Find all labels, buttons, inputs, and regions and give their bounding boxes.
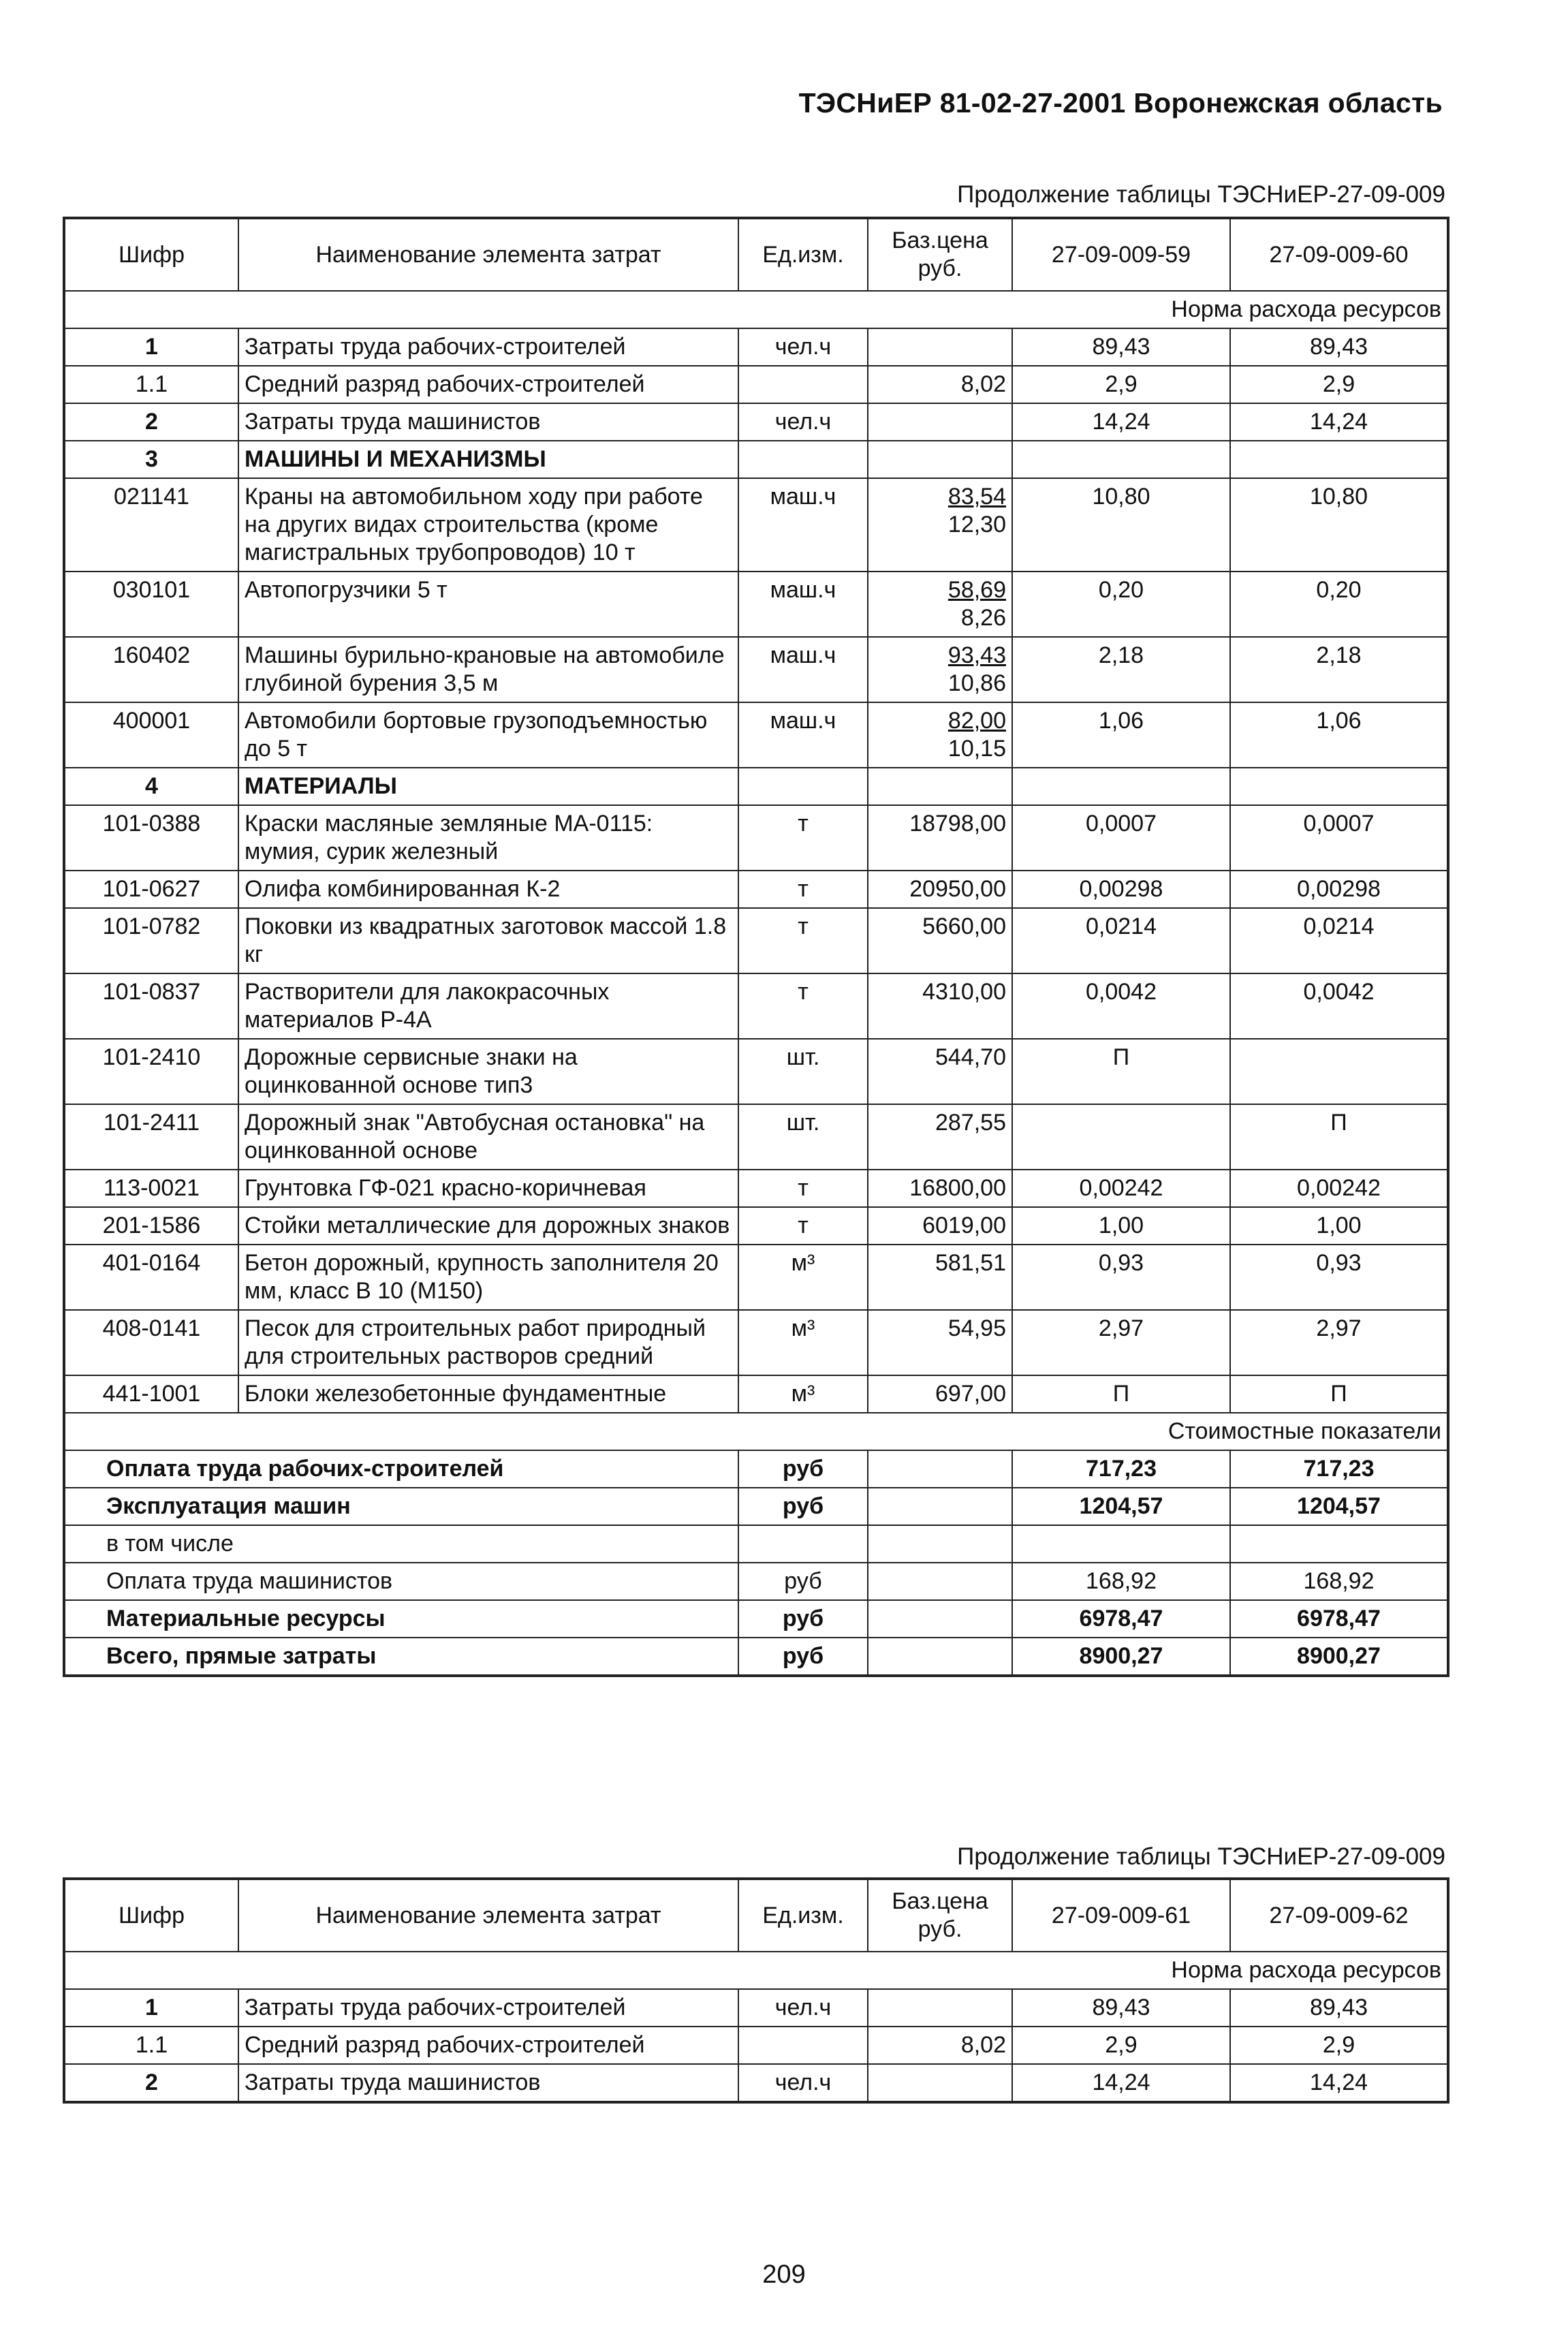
cell-unit: маш.ч <box>738 572 868 637</box>
price-wage: 10,15 <box>947 736 1006 762</box>
cost-row <box>64 1488 1448 1525</box>
cell-unit <box>738 2027 868 2064</box>
cost-value-1: 168,92 <box>1012 1563 1230 1600</box>
cell-unit: т <box>738 908 868 973</box>
table-row <box>64 1245 1448 1310</box>
cell-code: 021141 <box>64 478 238 572</box>
table-row <box>64 1207 1448 1245</box>
col-rate-2: 27-09-009-60 <box>1230 218 1448 291</box>
cell-name: Грунтовка ГФ-021 красно-коричневая <box>238 1170 738 1207</box>
cell-rate-1: 2,9 <box>1012 2027 1230 2064</box>
cell-code: 1 <box>64 328 238 366</box>
cell-price <box>868 1989 1012 2027</box>
subheader-norm: Норма расхода ресурсов <box>64 291 1448 328</box>
cell-code: 401-0164 <box>64 1245 238 1310</box>
cost-value-2: 1204,57 <box>1230 1488 1448 1525</box>
cell-unit: маш.ч <box>738 478 868 572</box>
cell-name: Затраты труда рабочих-строителей <box>238 328 738 366</box>
price-main: 58,69 <box>947 577 1006 603</box>
cell-price <box>868 702 1012 768</box>
cell-rate-2: 89,43 <box>1230 1989 1448 2027</box>
cell-rate-2: 2,97 <box>1230 1310 1448 1375</box>
cell-unit: маш.ч <box>738 702 868 768</box>
cell-name: Блоки железобетонные фундаментные <box>238 1375 738 1413</box>
cell-name: Песок для строительных работ природный для строительных растворов средний <box>238 1310 738 1375</box>
table-row <box>64 908 1448 973</box>
table-row <box>64 2064 1448 2102</box>
cell-price: 4310,00 <box>868 973 1012 1039</box>
table-row <box>64 871 1448 908</box>
cell-code: 101-2410 <box>64 1039 238 1104</box>
cell-name: Средний разряд рабочих-строителей <box>238 2027 738 2064</box>
table-row <box>64 1375 1448 1413</box>
cell-unit: чел.ч <box>738 1989 868 2027</box>
table-row <box>64 403 1448 441</box>
cell-rate-1: 1,06 <box>1012 702 1230 768</box>
table-row <box>64 1170 1448 1207</box>
cell-rate-2: 14,24 <box>1230 403 1448 441</box>
cell-rate-2: 2,9 <box>1230 366 1448 403</box>
table-row <box>64 805 1448 871</box>
cell-name: Затраты труда машинистов <box>238 403 738 441</box>
price-wage: 8,26 <box>960 605 1006 631</box>
cell-unit: м³ <box>738 1310 868 1375</box>
cell-unit <box>738 441 868 478</box>
cell-rate-1: 2,97 <box>1012 1310 1230 1375</box>
cell-unit: т <box>738 805 868 871</box>
cost-name: Всего, прямые затраты <box>64 1638 738 1676</box>
col-rate-1: 27-09-009-61 <box>1012 1879 1230 1952</box>
cell-rate-1: 0,00242 <box>1012 1170 1230 1207</box>
resource-table-2 <box>63 1877 1449 2104</box>
cell-rate-1 <box>1012 441 1230 478</box>
table-row <box>64 1104 1448 1170</box>
col-code: Шифр <box>64 218 238 291</box>
cell-rate-1: 2,18 <box>1012 637 1230 702</box>
cell-rate-1: 1,00 <box>1012 1207 1230 1245</box>
cell-rate-2: 89,43 <box>1230 328 1448 366</box>
cell-unit: чел.ч <box>738 328 868 366</box>
document-header: ТЭСНиЕР 81-02-27-2001 Воронежская область <box>798 87 1443 119</box>
cell-name: Затраты труда рабочих-строителей <box>238 1989 738 2027</box>
cost-row <box>64 1525 1448 1563</box>
cell-code: 101-0388 <box>64 805 238 871</box>
cell-rate-2: П <box>1230 1104 1448 1170</box>
col-unit: Ед.изм. <box>738 1879 868 1952</box>
table-row <box>64 478 1448 572</box>
table-row <box>64 1039 1448 1104</box>
cell-code: 101-0627 <box>64 871 238 908</box>
cell-rate-2 <box>1230 1039 1448 1104</box>
cost-header-row <box>64 1413 1448 1450</box>
cell-unit <box>738 366 868 403</box>
col-price: Баз.цена руб. <box>868 218 1012 291</box>
cell-price: 20950,00 <box>868 871 1012 908</box>
cost-name: Материальные ресурсы <box>64 1600 738 1638</box>
cost-empty <box>868 1600 1012 1638</box>
table-row <box>64 637 1448 702</box>
cost-empty <box>868 1450 1012 1488</box>
cell-rate-1: 0,0007 <box>1012 805 1230 871</box>
cell-name: Дорожные сервисные знаки на оцинкованной основе тип3 <box>238 1039 738 1104</box>
cost-value-1 <box>1012 1525 1230 1563</box>
col-unit: Ед.изм. <box>738 218 868 291</box>
cell-name: Краски масляные земляные МА-0115: мумия, сурик железный <box>238 805 738 871</box>
cell-rate-1: 14,24 <box>1012 403 1230 441</box>
cell-name: МАШИНЫ И МЕХАНИЗМЫ <box>238 441 738 478</box>
table2-continuation-caption: Продолжение таблицы ТЭСНиЕР-27-09-009 <box>957 1843 1445 1870</box>
cost-value-2: 717,23 <box>1230 1450 1448 1488</box>
subheader-cost: Стоимостные показатели <box>64 1413 1448 1450</box>
cost-empty <box>868 1563 1012 1600</box>
cell-unit: м³ <box>738 1245 868 1310</box>
cost-empty <box>868 1525 1012 1563</box>
cell-rate-1 <box>1012 1104 1230 1170</box>
cell-price: 8,02 <box>868 2027 1012 2064</box>
cell-unit: м³ <box>738 1375 868 1413</box>
cell-code: 101-2411 <box>64 1104 238 1170</box>
cell-name: Бетон дорожный, крупность заполнителя 20 мм, класс В 10 (М150) <box>238 1245 738 1310</box>
cost-value-2: 6978,47 <box>1230 1600 1448 1638</box>
cell-price: 5660,00 <box>868 908 1012 973</box>
cell-rate-1: 0,00298 <box>1012 871 1230 908</box>
col-rate-2: 27-09-009-62 <box>1230 1879 1448 1952</box>
cell-code: 1.1 <box>64 366 238 403</box>
cost-unit: руб <box>738 1563 868 1600</box>
price-main: 93,43 <box>947 642 1006 668</box>
table1-body <box>64 291 1448 1676</box>
subheader-norm: Норма расхода ресурсов <box>64 1952 1448 1989</box>
price-main: 83,54 <box>947 484 1006 510</box>
col-name: Наименование элемента затрат <box>238 1879 738 1952</box>
cell-price: 287,55 <box>868 1104 1012 1170</box>
cell-code: 408-0141 <box>64 1310 238 1375</box>
table-row <box>64 366 1448 403</box>
cell-price: 697,00 <box>868 1375 1012 1413</box>
cost-name: Оплата труда рабочих-строителей <box>64 1450 738 1488</box>
cell-name: Автопогрузчики 5 т <box>238 572 738 637</box>
cost-empty <box>868 1488 1012 1525</box>
cost-unit: руб <box>738 1638 868 1676</box>
cell-code: 101-0782 <box>64 908 238 973</box>
cell-name: Дорожный знак "Автобусная остановка" на оцинкованной основе <box>238 1104 738 1170</box>
cell-name: Машины бурильно-крановые на автомобиле глубиной бурения 3,5 м <box>238 637 738 702</box>
cell-unit: шт. <box>738 1104 868 1170</box>
table-row <box>64 973 1448 1039</box>
cost-name: в том числе <box>64 1525 738 1563</box>
cell-price: 6019,00 <box>868 1207 1012 1245</box>
cell-price <box>868 328 1012 366</box>
cost-value-1: 717,23 <box>1012 1450 1230 1488</box>
cell-rate-1: 14,24 <box>1012 2064 1230 2102</box>
cell-rate-1: П <box>1012 1039 1230 1104</box>
cell-code: 113-0021 <box>64 1170 238 1207</box>
cell-rate-1 <box>1012 768 1230 805</box>
cell-name: МАТЕРИАЛЫ <box>238 768 738 805</box>
cost-row <box>64 1638 1448 1676</box>
cost-row <box>64 1450 1448 1488</box>
cell-name: Поковки из квадратных заготовок массой 1.8 кг <box>238 908 738 973</box>
cell-unit <box>738 768 868 805</box>
subheader-row <box>64 1952 1448 1989</box>
cell-code: 1.1 <box>64 2027 238 2064</box>
col-code: Шифр <box>64 1879 238 1952</box>
cost-value-1: 1204,57 <box>1012 1488 1230 1525</box>
cell-rate-2: 0,0007 <box>1230 805 1448 871</box>
cell-rate-1: 0,0214 <box>1012 908 1230 973</box>
cell-unit: т <box>738 871 868 908</box>
cell-code: 1 <box>64 1989 238 2027</box>
cell-price <box>868 637 1012 702</box>
table2-body <box>64 1952 1448 2102</box>
table-row <box>64 441 1448 478</box>
cell-price <box>868 478 1012 572</box>
cell-rate-2: 1,00 <box>1230 1207 1448 1245</box>
col-rate-1: 27-09-009-59 <box>1012 218 1230 291</box>
cost-value-1: 6978,47 <box>1012 1600 1230 1638</box>
cell-price <box>868 572 1012 637</box>
cell-name: Растворители для лакокрасочных материалов Р-4А <box>238 973 738 1039</box>
cell-rate-2: 14,24 <box>1230 2064 1448 2102</box>
cost-row <box>64 1600 1448 1638</box>
cell-rate-2: 2,18 <box>1230 637 1448 702</box>
cell-rate-1: 10,80 <box>1012 478 1230 572</box>
table2-header-row <box>64 1879 1448 1952</box>
cell-rate-2: 10,80 <box>1230 478 1448 572</box>
cell-code: 400001 <box>64 702 238 768</box>
cell-rate-2: 1,06 <box>1230 702 1448 768</box>
table-row <box>64 1989 1448 2027</box>
cost-row <box>64 1563 1448 1600</box>
cell-rate-2: 0,0214 <box>1230 908 1448 973</box>
table-row <box>64 1310 1448 1375</box>
cell-code: 2 <box>64 403 238 441</box>
cost-unit: руб <box>738 1600 868 1638</box>
subheader-row <box>64 291 1448 328</box>
cell-name: Олифа комбинированная К-2 <box>238 871 738 908</box>
cell-unit: маш.ч <box>738 637 868 702</box>
cell-price: 54,95 <box>868 1310 1012 1375</box>
cell-unit: т <box>738 973 868 1039</box>
cell-rate-2: 0,0042 <box>1230 973 1448 1039</box>
cell-rate-1: 89,43 <box>1012 328 1230 366</box>
price-wage: 12,30 <box>947 512 1006 537</box>
cost-value-2: 8900,27 <box>1230 1638 1448 1676</box>
cost-unit: руб <box>738 1450 868 1488</box>
table-row <box>64 328 1448 366</box>
table-row <box>64 768 1448 805</box>
page-number: 209 <box>762 2260 806 2289</box>
cell-unit: чел.ч <box>738 403 868 441</box>
cell-rate-2: 0,93 <box>1230 1245 1448 1310</box>
cell-unit: т <box>738 1207 868 1245</box>
cell-name: Стойки металлические для дорожных знаков <box>238 1207 738 1245</box>
cell-code: 101-0837 <box>64 973 238 1039</box>
cell-rate-2 <box>1230 768 1448 805</box>
cell-code: 441-1001 <box>64 1375 238 1413</box>
cell-code: 201-1586 <box>64 1207 238 1245</box>
cell-code: 2 <box>64 2064 238 2102</box>
cell-price: 16800,00 <box>868 1170 1012 1207</box>
cell-code: 160402 <box>64 637 238 702</box>
cell-name: Затраты труда машинистов <box>238 2064 738 2102</box>
cost-value-2: 168,92 <box>1230 1563 1448 1600</box>
cell-rate-2: П <box>1230 1375 1448 1413</box>
cell-code: 030101 <box>64 572 238 637</box>
price-main: 82,00 <box>947 708 1006 734</box>
cell-price <box>868 768 1012 805</box>
cell-name: Средний разряд рабочих-строителей <box>238 366 738 403</box>
cell-rate-2: 0,00242 <box>1230 1170 1448 1207</box>
cost-value-2 <box>1230 1525 1448 1563</box>
cell-rate-1: П <box>1012 1375 1230 1413</box>
cost-name: Оплата труда машинистов <box>64 1563 738 1600</box>
cell-rate-2 <box>1230 441 1448 478</box>
table-row <box>64 572 1448 637</box>
cell-rate-1: 0,20 <box>1012 572 1230 637</box>
cell-unit: чел.ч <box>738 2064 868 2102</box>
cell-rate-1: 0,93 <box>1012 1245 1230 1310</box>
cell-rate-2: 2,9 <box>1230 2027 1448 2064</box>
cost-name: Эксплуатация машин <box>64 1488 738 1525</box>
cell-rate-1: 89,43 <box>1012 1989 1230 2027</box>
col-price: Баз.цена руб. <box>868 1879 1012 1952</box>
table1-header-row <box>64 218 1448 291</box>
cost-value-1: 8900,27 <box>1012 1638 1230 1676</box>
cell-code: 3 <box>64 441 238 478</box>
cell-price: 581,51 <box>868 1245 1012 1310</box>
cell-price: 18798,00 <box>868 805 1012 871</box>
cell-rate-2: 0,00298 <box>1230 871 1448 908</box>
cell-rate-2: 0,20 <box>1230 572 1448 637</box>
cell-name: Краны на автомобильном ходу при работе на других видах строительства (кроме магистральных трубопроводов) 10 т <box>238 478 738 572</box>
cost-unit: руб <box>738 1488 868 1525</box>
resource-table-1 <box>63 217 1449 1677</box>
cell-name: Автомобили бортовые грузоподъемностью до 5 т <box>238 702 738 768</box>
cell-rate-1: 0,0042 <box>1012 973 1230 1039</box>
cell-price: 544,70 <box>868 1039 1012 1104</box>
cost-empty <box>868 1638 1012 1676</box>
cell-rate-1: 2,9 <box>1012 366 1230 403</box>
table1-continuation-caption: Продолжение таблицы ТЭСНиЕР-27-09-009 <box>957 181 1445 208</box>
cell-price <box>868 441 1012 478</box>
cell-code: 4 <box>64 768 238 805</box>
cost-unit <box>738 1525 868 1563</box>
table-row <box>64 702 1448 768</box>
cell-unit: т <box>738 1170 868 1207</box>
cell-unit: шт. <box>738 1039 868 1104</box>
price-wage: 10,86 <box>947 670 1006 696</box>
cell-price: 8,02 <box>868 366 1012 403</box>
cell-price <box>868 2064 1012 2102</box>
col-name: Наименование элемента затрат <box>238 218 738 291</box>
cell-price <box>868 403 1012 441</box>
table-row <box>64 2027 1448 2064</box>
